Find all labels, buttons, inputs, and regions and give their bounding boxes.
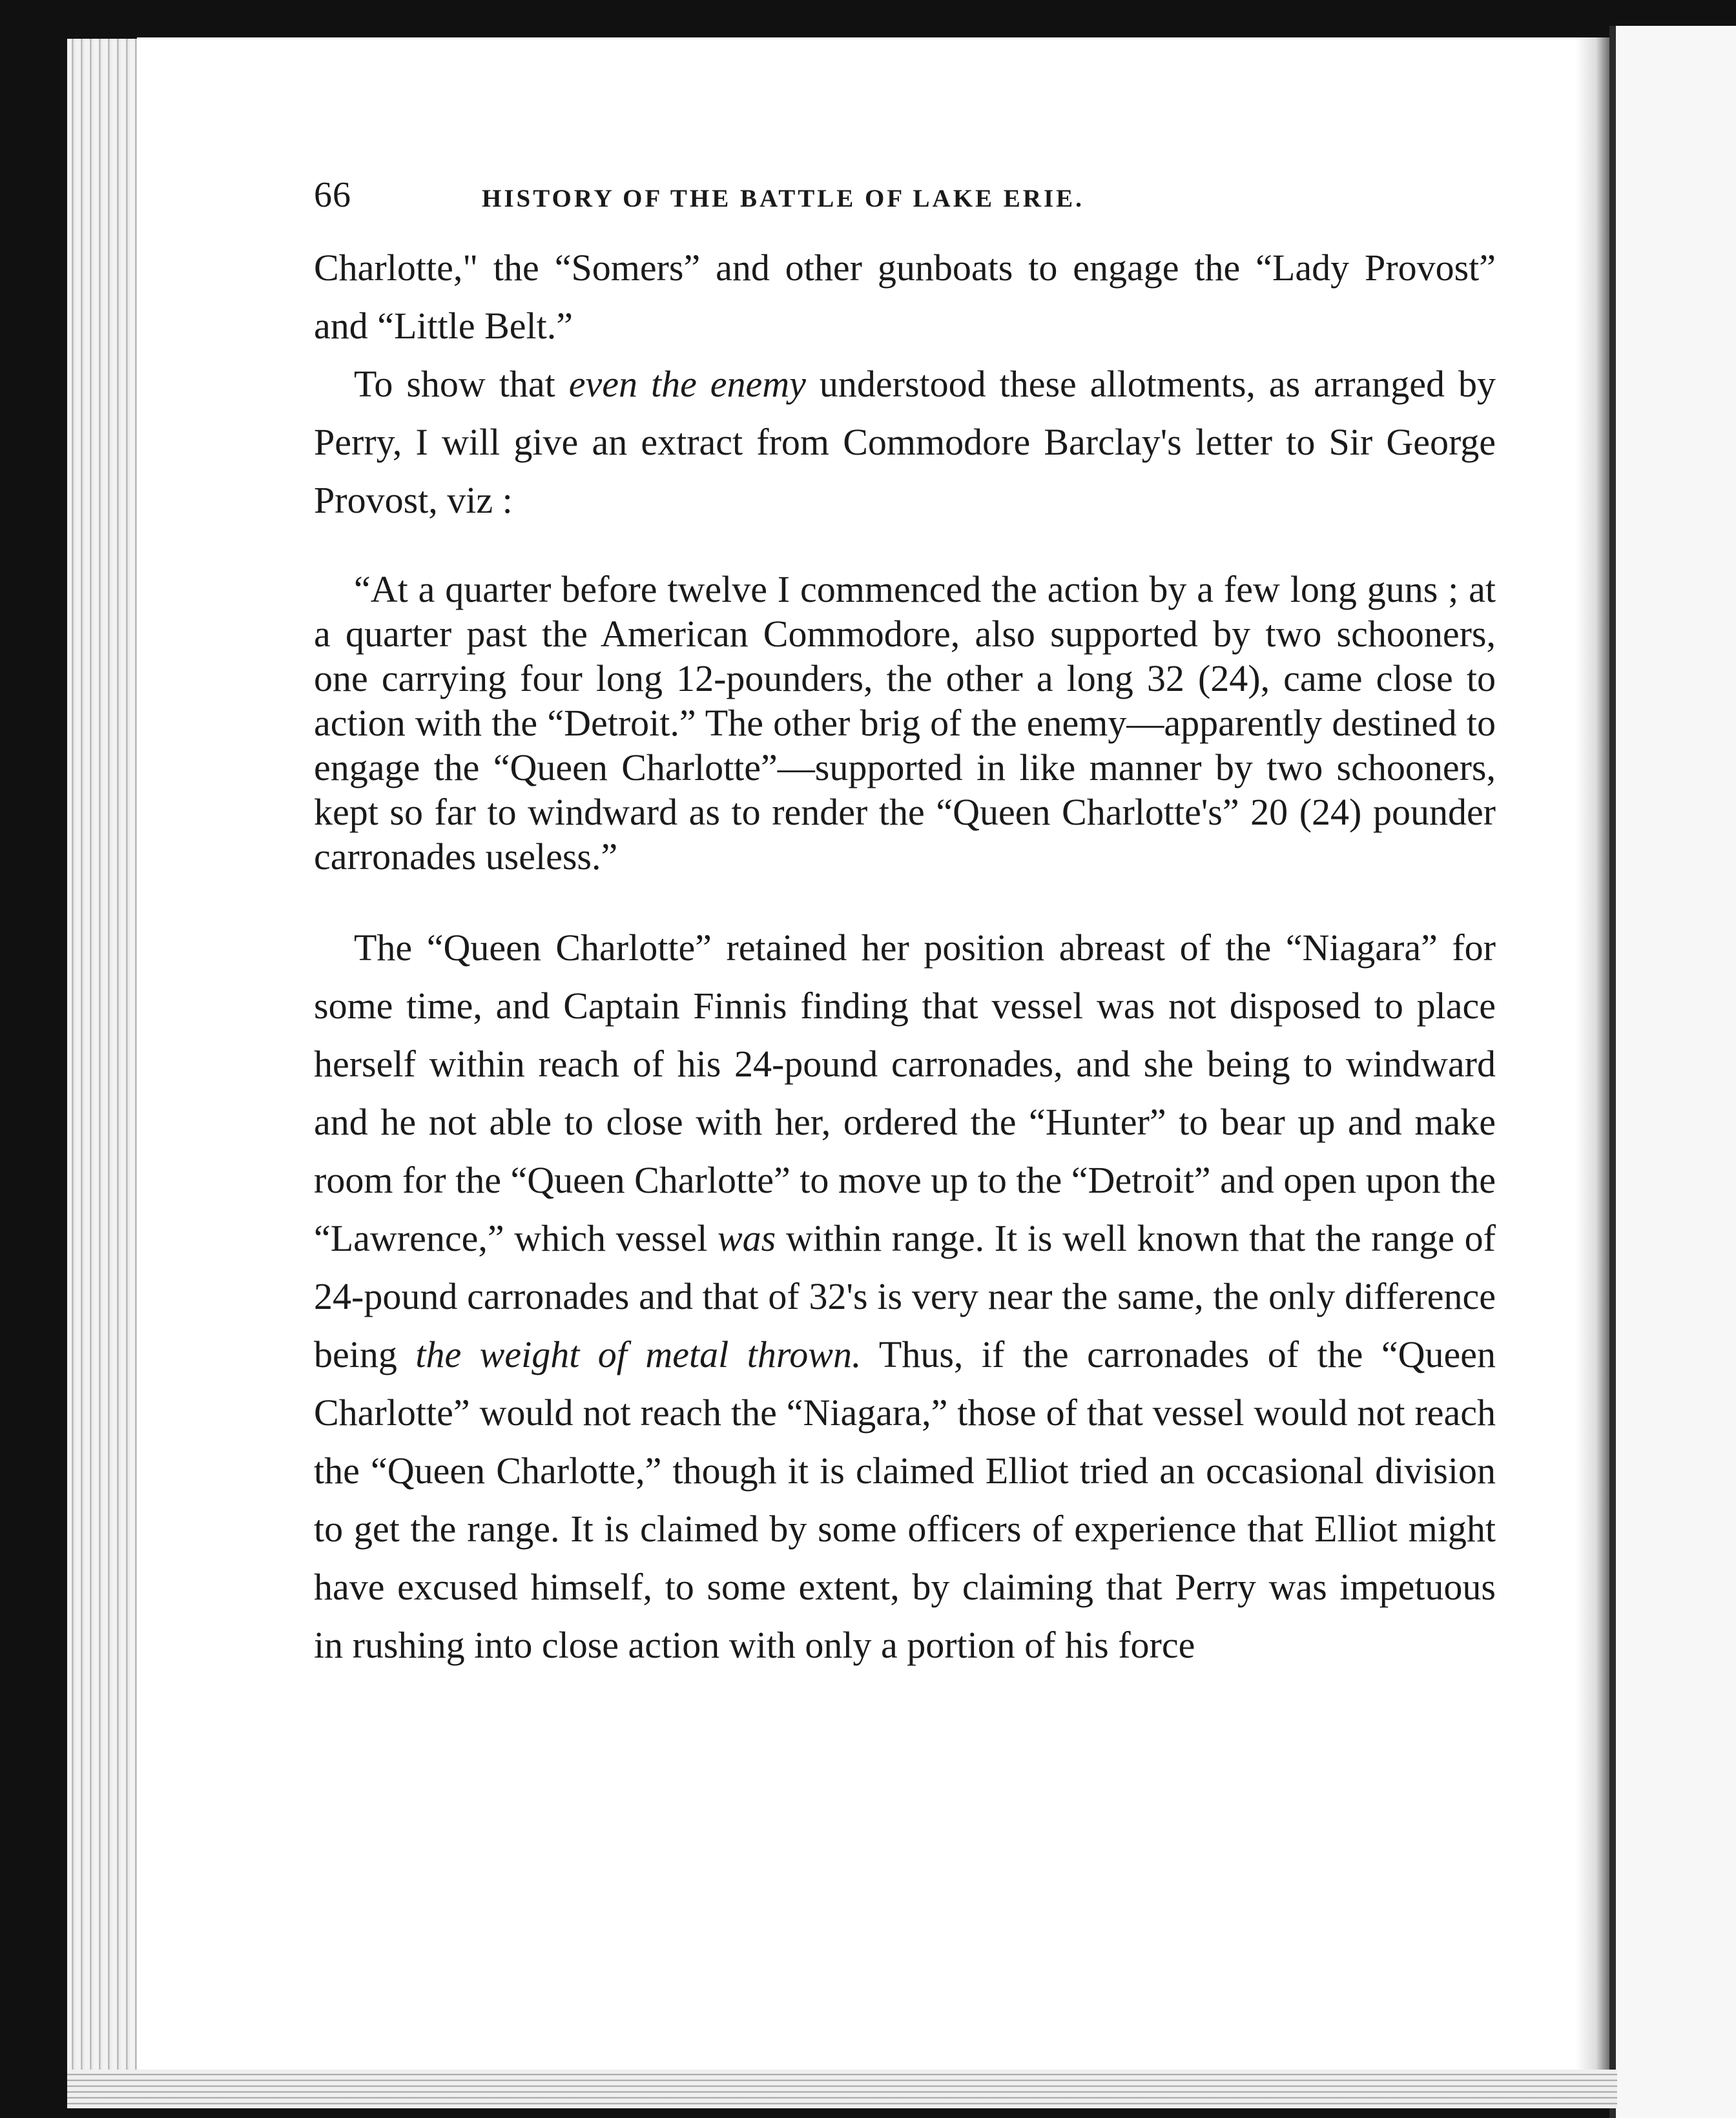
paragraph-intro-extract [314, 355, 1496, 530]
gutter-shadow [1576, 37, 1609, 2091]
emphasis-text: even the enemy [568, 363, 806, 405]
running-title: HISTORY OF THE BATTLE OF LAKE ERIE. [482, 185, 1084, 212]
page-content [314, 174, 1496, 1674]
running-head [314, 174, 1496, 239]
paragraph-text: within range. It is well known that the range of 24-pound carronades and that of 32's is very near the same, the only difference being [314, 1217, 1496, 1375]
paragraph-text: understood these allotments, as arranged by Perry, I will give an extract from Commodore Barclay's letter to Sir George Provost, viz : [314, 363, 1496, 521]
emphasis-text: was [718, 1217, 776, 1259]
left-page-edges [67, 39, 138, 2099]
page-number: 66 [314, 175, 351, 215]
paragraph-queen-charlotte [314, 919, 1496, 1674]
facing-page-edge [1609, 26, 1736, 2118]
paragraph-text: To show that [354, 363, 569, 405]
bottom-page-edges [67, 2070, 1617, 2108]
paragraph-text: Thus, if the carronades of the “Queen Charlotte” would not reach the “Niagara,” those of that vessel would not reach the “Queen Charlotte,” though it is claimed Elliot tried an occasional division to get the range. It is claimed by some officers of experience that Elliot might have excused himself, to some extent, by claiming that Perry was impetuous in rushing into close action with only a portion of his force [314, 1333, 1496, 1666]
paragraph-continuation: Charlotte," the “Somers” and other gunboats to engage the “Lady Provost” and “Little Belt.” [314, 247, 1496, 347]
paragraph-text: The “Queen Charlotte” retained her position abreast of the “Niagara” for some time, and Captain Finnis finding that vessel was not disposed to place herself within reach of his 24-pound carronades, and she being to windward and he not able to close with her, ordered the “Hunter” to bear up and make room for the “Queen Charlotte” to move up to the “Detroit” and open upon the “Lawrence,” which vessel [314, 927, 1496, 1259]
emphasis-text: the weight of metal thrown. [415, 1333, 862, 1375]
block-quote-barclay-letter: “At a quarter before twelve I commenced the action by a few long guns ; at a quarter past the American Commodore, also supported by two schooners, one carrying four long 12-pounders, the other a long 32 (24), came close to action with the “Detroit.” The other brig of the enemy—apparently destined to engage the “Queen Charlotte”—supported in like manner by two schooners, kept so far to windward as to render the “Queen Charlotte's” 20 (24) pounder carronades useless.” [314, 568, 1496, 878]
